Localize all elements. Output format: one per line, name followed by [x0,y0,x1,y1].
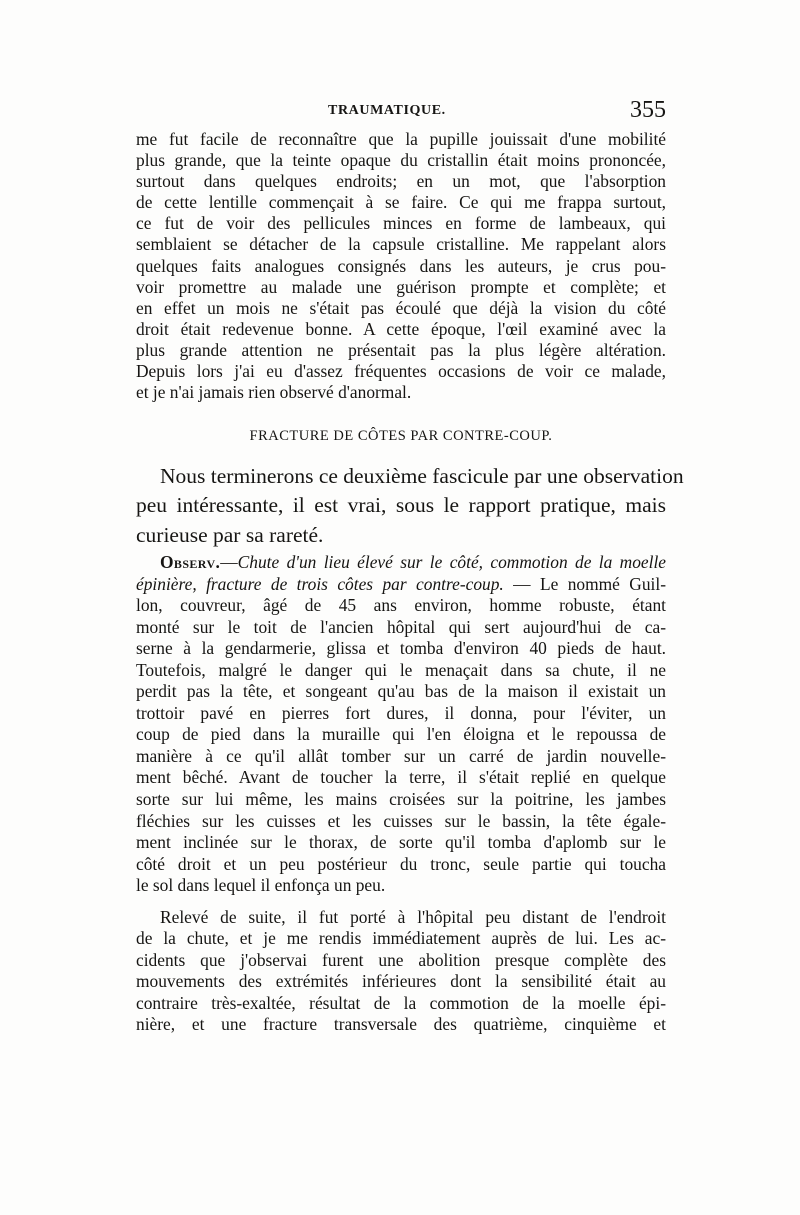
page-header [136,97,666,127]
text-line: fléchies sur les cuisses et les cuisses sur le bassin, la tête égale- [136,810,666,831]
text-line: mouvements des extrémités inférieures dont la sensibilité était au [136,971,666,992]
text-line: le sol dans lequel il enfonça un peu. [136,875,386,896]
text-line: voir promettre au malade une guérison prompte et complète; et [136,276,666,297]
text-line: cidents que j'observai furent une abolition presque complète des [136,949,666,970]
text-line: de cette lentille commençait à se faire. Ce qui me frappa surtout, [136,192,666,213]
text-line: trottoir pavé en pierres fort dures, il donna, pour l'éviter, un [136,702,666,723]
text-line: me fut facile de reconnaître que la pupille jouissait d'une mobilité [136,129,666,149]
section-heading: FRACTURE DE CÔTES PAR CONTRE-COUP. [249,428,553,444]
text-line: Relevé de suite, il fut porté à l'hôpital peu distant de l'endroit [160,907,666,927]
text-line: perdit pas la tête, et songeant qu'au bas de la maison il existait un [136,681,666,702]
text-line: ment inclinée sur le thorax, de sorte qu'il tomba d'aplomb sur le [136,832,666,853]
observation-dash: — [220,552,238,572]
text-line: peu intéressante, il est vrai, sous le rapport pratique, mais [136,493,666,518]
observation-line-rest: — Le nommé Guil- [503,573,666,594]
text-line: ment bêché. Avant de toucher la terre, il s'était replié en quelque [136,767,666,788]
observation-label: Observ. [160,552,221,572]
text-line: en effet un mois ne s'était pas écoulé que déjà la vision du côté [136,297,666,318]
text-line: et je n'ai jamais rien observé d'anormal. [136,382,412,403]
paragraph-2 [136,462,684,550]
text-line: surtout dans quelques endroits; en un mot, que l'absorption [136,171,666,192]
observation-title-1: Chute d'un lieu élevé sur le côté, commotion de la moelle [237,552,666,572]
text-line: monté sur le toit de l'ancien hôpital qui sert aujourd'hui de ca- [136,616,666,637]
text-line: quelques faits analogues consignés dans les auteurs, je crus pou- [136,255,666,276]
text-line: ce fut de voir des pellicules minces en forme de lambeaux, qui [136,213,666,234]
text-line: plus grande attention ne présentait pas la plus légère altération. [136,339,666,360]
text-line: serne à la gendarmerie, glissa et tomba d'environ 40 pieds de haut. [136,638,666,659]
text-line: Depuis lors j'ai eu d'assez fréquentes occasions de voir ce malade, [136,361,666,382]
text-line: manière à ce qu'il allât tomber sur un carré de jardin nouvelle- [136,745,666,766]
text-line: de la chute, et je me rendis immédiatement auprès de lui. Les ac- [136,928,666,949]
text-line: semblaient se détacher de la capsule cristalline. Me rappelant alors [136,234,666,255]
text-line: droit était redevenue bonne. A cette époque, l'œil examiné avec la [136,318,666,339]
text-line: sorte sur lui même, les mains croisées sur la poitrine, les jambes [136,789,666,810]
paragraph-4 [136,907,666,1035]
text-line: nière, et une fracture transversale des quatrième, cinquième et [136,1014,666,1035]
observation-title-line-2 [136,574,666,596]
page-number: 355 [630,97,666,123]
text-line: coup de pied dans la muraille qui l'en éloigna et le repoussa de [136,724,666,745]
paragraph-1 [136,129,666,403]
text-line: plus grande, que la teinte opaque du cristallin était moins prononcée, [136,150,666,171]
observation-paragraph [136,552,666,897]
text-line: côté droit et un peu postérieur du tronc, seule partie qui toucha [136,853,666,874]
text-line: curieuse par sa rareté. [136,522,324,547]
text-line: contraire très-exaltée, résultat de la commotion de la moelle épi- [136,992,666,1013]
running-title: TRAUMATIQUE. [328,103,446,118]
text-line: Nous terminerons ce deuxième fascicule par une observation [160,464,684,488]
observation-title-line [136,552,666,574]
text-line: lon, couvreur, âgé de 45 ans environ, homme robuste, étant [136,595,666,616]
observation-title-2: épinière, fracture de trois côtes par contre-coup. [136,573,504,594]
text-line: Toutefois, malgré le danger qui le menaçait dans sa chute, il ne [136,659,666,680]
